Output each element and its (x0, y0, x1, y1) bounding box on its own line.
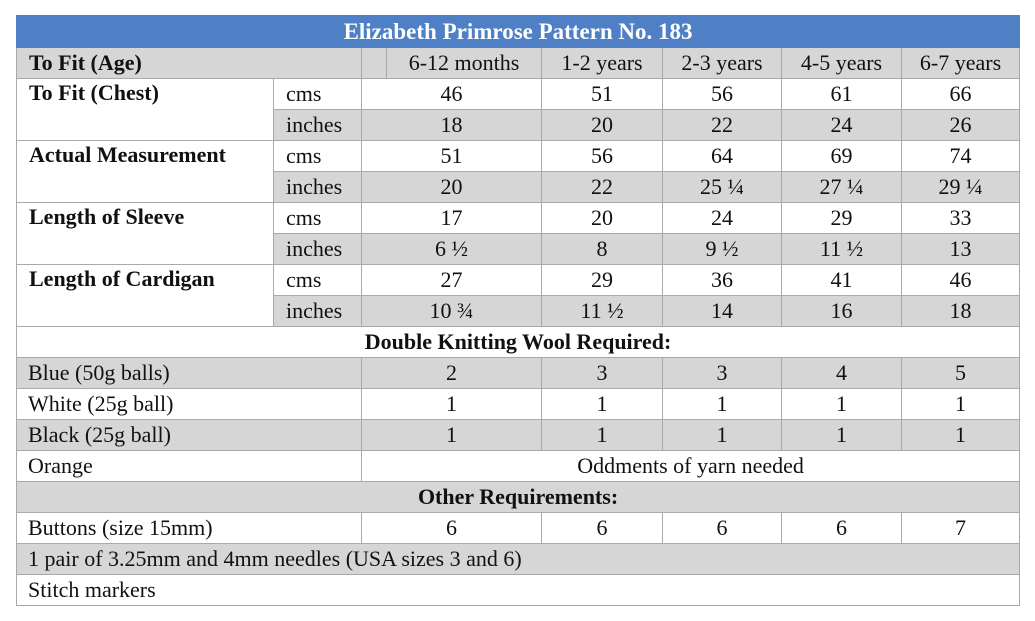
unit-label: cms (274, 203, 362, 234)
value-cell: 16 (782, 296, 902, 327)
markers-text: Stitch markers (17, 575, 1020, 606)
size-header: 2-3 years (663, 48, 782, 79)
value-cell: 17 (362, 203, 542, 234)
measurement-cms-row (17, 141, 1020, 172)
size-header: 4-5 years (782, 48, 902, 79)
value-cell: 1 (362, 389, 542, 420)
measurement-label: Actual Measurement (17, 141, 274, 203)
value-cell: 6 ½ (362, 234, 542, 265)
value-cell: 3 (663, 358, 782, 389)
measurement-cms-row (17, 265, 1020, 296)
other-heading: Other Requirements: (17, 482, 1020, 513)
size-header: 1-2 years (542, 48, 663, 79)
size-header: 6-7 years (902, 48, 1020, 79)
wool-heading-row (17, 327, 1020, 358)
value-cell: 29 (542, 265, 663, 296)
wool-row (17, 420, 1020, 451)
value-cell: 5 (902, 358, 1020, 389)
value-cell: 1 (542, 389, 663, 420)
buttons-label: Buttons (size 15mm) (17, 513, 362, 544)
value-cell: 27 ¼ (782, 172, 902, 203)
value-cell: 22 (542, 172, 663, 203)
unit-label: inches (274, 110, 362, 141)
pattern-title: Elizabeth Primrose Pattern No. 183 (17, 16, 1020, 48)
value-cell: 6 (782, 513, 902, 544)
wool-rows (17, 358, 1020, 451)
orange-row (17, 451, 1020, 482)
value-cell: 1 (902, 389, 1020, 420)
value-cell: 61 (782, 79, 902, 110)
value-cell: 8 (542, 234, 663, 265)
value-cell: 41 (782, 265, 902, 296)
value-cell: 51 (362, 141, 542, 172)
value-cell: 1 (542, 420, 663, 451)
value-cell: 74 (902, 141, 1020, 172)
value-cell: 3 (542, 358, 663, 389)
wool-heading: Double Knitting Wool Required: (17, 327, 1020, 358)
value-cell: 18 (902, 296, 1020, 327)
value-cell: 7 (902, 513, 1020, 544)
value-cell: 20 (542, 110, 663, 141)
age-row (17, 48, 1020, 79)
measurement-cms-row (17, 203, 1020, 234)
unit-label: inches (274, 172, 362, 203)
title-row (17, 16, 1020, 48)
value-cell: 6 (542, 513, 663, 544)
wool-label: Blue (50g balls) (17, 358, 362, 389)
needles-row (17, 544, 1020, 575)
age-spacer-cell (362, 48, 387, 79)
value-cell: 66 (902, 79, 1020, 110)
markers-row (17, 575, 1020, 606)
value-cell: 1 (782, 389, 902, 420)
wool-row (17, 389, 1020, 420)
measurement-label: To Fit (Chest) (17, 79, 274, 141)
value-cell: 1 (663, 389, 782, 420)
value-cell: 46 (902, 265, 1020, 296)
value-cell: 22 (663, 110, 782, 141)
unit-label: inches (274, 296, 362, 327)
value-cell: 27 (362, 265, 542, 296)
value-cell: 56 (542, 141, 663, 172)
measurement-cms-row (17, 79, 1020, 110)
value-cell: 4 (782, 358, 902, 389)
unit-label: inches (274, 234, 362, 265)
wool-label: Black (25g ball) (17, 420, 362, 451)
other-heading-row (17, 482, 1020, 513)
value-cell: 20 (362, 172, 542, 203)
unit-label: cms (274, 79, 362, 110)
age-label: To Fit (Age) (17, 48, 362, 79)
value-cell: 6 (362, 513, 542, 544)
value-cell: 2 (362, 358, 542, 389)
value-cell: 24 (663, 203, 782, 234)
value-cell: 25 ¼ (663, 172, 782, 203)
orange-label: Orange (17, 451, 362, 482)
unit-label: cms (274, 141, 362, 172)
value-cell: 14 (663, 296, 782, 327)
measurements-section (17, 79, 1020, 327)
pattern-size-table (16, 15, 1020, 606)
value-cell: 10 ¾ (362, 296, 542, 327)
value-cell: 69 (782, 141, 902, 172)
measurement-label: Length of Cardigan (17, 265, 274, 327)
value-cell: 56 (663, 79, 782, 110)
value-cell: 11 ½ (782, 234, 902, 265)
value-cell: 26 (902, 110, 1020, 141)
value-cell: 64 (663, 141, 782, 172)
buttons-row (17, 513, 1020, 544)
value-cell: 24 (782, 110, 902, 141)
wool-label: White (25g ball) (17, 389, 362, 420)
value-cell: 20 (542, 203, 663, 234)
value-cell: 1 (782, 420, 902, 451)
value-cell: 29 (782, 203, 902, 234)
value-cell: 1 (902, 420, 1020, 451)
size-header: 6-12 months (387, 48, 542, 79)
value-cell: 11 ½ (542, 296, 663, 327)
value-cell: 1 (362, 420, 542, 451)
value-cell: 29 ¼ (902, 172, 1020, 203)
value-cell: 51 (542, 79, 663, 110)
value-cell: 46 (362, 79, 542, 110)
value-cell: 18 (362, 110, 542, 141)
unit-label: cms (274, 265, 362, 296)
needles-text: 1 pair of 3.25mm and 4mm needles (USA sizes 3 and 6) (17, 544, 1020, 575)
value-cell: 1 (663, 420, 782, 451)
wool-row (17, 358, 1020, 389)
value-cell: 13 (902, 234, 1020, 265)
value-cell: 33 (902, 203, 1020, 234)
wool-section (17, 327, 1020, 358)
value-cell: 9 ½ (663, 234, 782, 265)
value-cell: 36 (663, 265, 782, 296)
other-section (17, 451, 1020, 606)
orange-note: Oddments of yarn needed (362, 451, 1020, 482)
value-cell: 6 (663, 513, 782, 544)
measurement-label: Length of Sleeve (17, 203, 274, 265)
